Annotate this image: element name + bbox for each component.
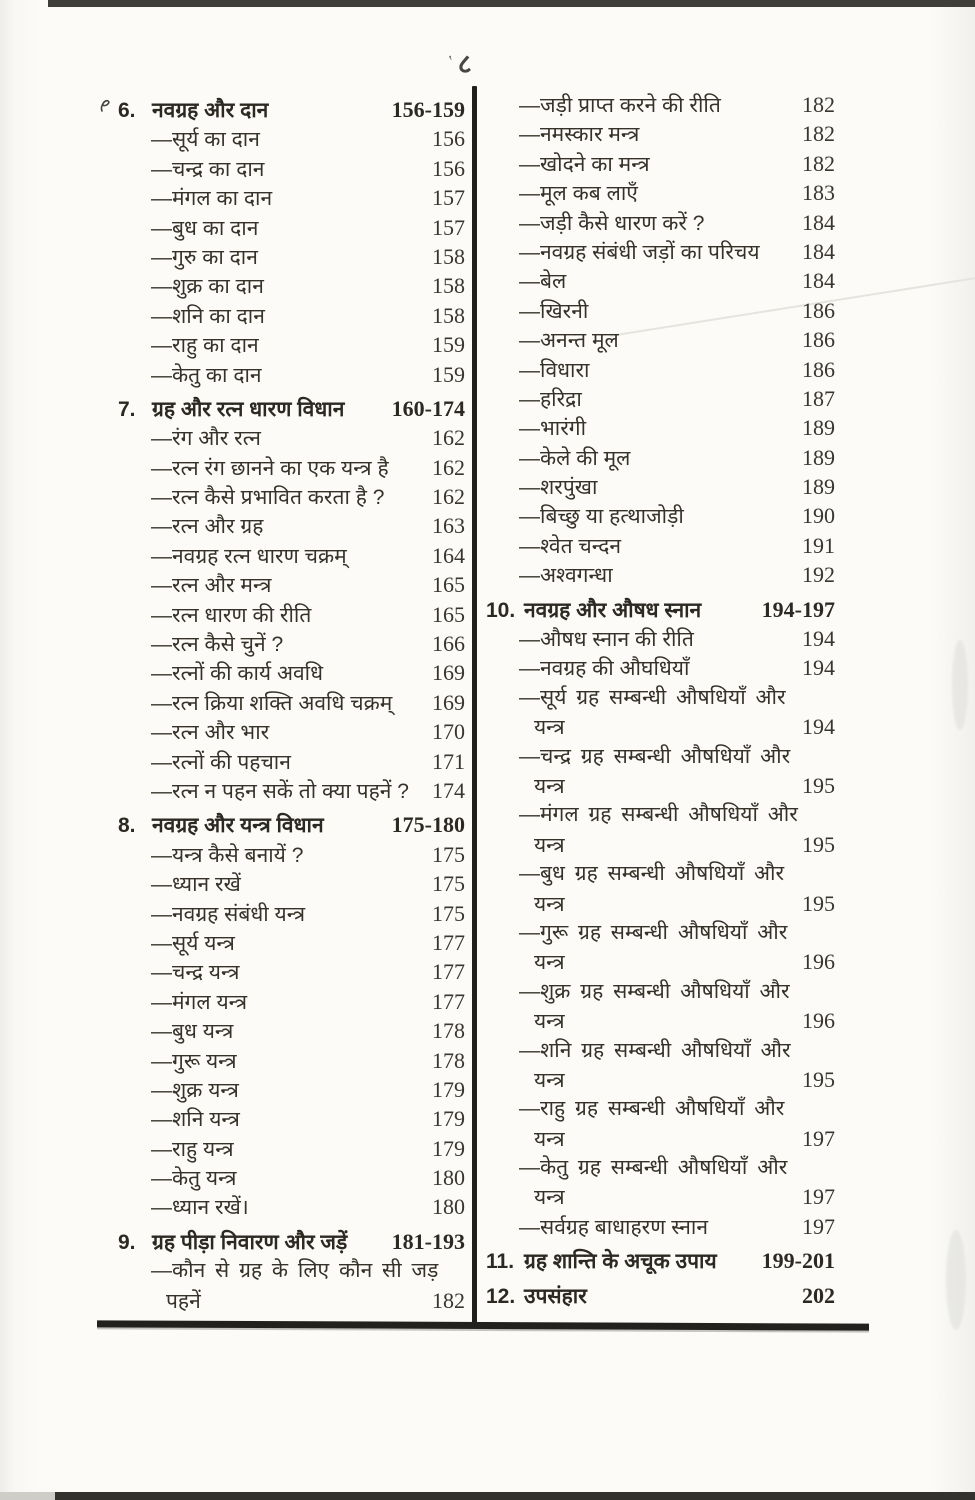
toc-sub-entry [486,1212,835,1241]
entry-page: 171 [432,748,465,774]
entry-title: यन्त्र [534,1010,565,1034]
entry-title: —भारंगी [519,417,587,441]
toc-section-entry [118,394,465,423]
ink-mark [99,96,113,121]
section-number: 11. [486,1250,515,1274]
toc-sub-entry [486,683,835,712]
toc-sub-entry [486,918,835,947]
entry-title: —विधारा [519,358,590,382]
toc-sub-entry [486,830,835,859]
entry-page: 178 [432,1047,465,1073]
entry-title: —शनि यन्त्र [151,1108,240,1132]
entry-page: 195 [802,890,835,916]
toc-section-entry [486,1281,835,1310]
entry-page: 202 [802,1282,835,1308]
entry-title: —कौन से ग्रह के लिए कौन सी जड़ [151,1259,439,1283]
entry-title: —रंग और रत्न [151,427,261,451]
toc-sub-entry [486,947,835,976]
entry-page: 175 [432,841,465,867]
entry-title: यन्त्र [534,1068,565,1092]
toc-sub-entry [118,840,465,869]
entry-page: 182 [802,150,835,176]
section-number: 6. [118,99,136,122]
entry-page: 195 [802,831,835,857]
toc-section-entry [118,810,465,839]
toc-sub-entry [486,712,835,741]
entry-page: 186 [802,297,835,323]
entry-title: —खोदने का मन्त्र [519,152,650,176]
entry-page: 162 [432,425,465,451]
toc-sub-entry [118,1256,465,1285]
entry-title: —रत्नों की कार्य अवधि [151,662,324,686]
entry-page: 184 [802,209,835,235]
entry-title: —शुक्र का दान [151,275,264,299]
entry-title: —हरिद्रा [519,387,582,411]
scan-smudge [946,1230,966,1330]
entry-title: उपसंहार [524,1284,587,1308]
toc-sub-entry [486,501,835,530]
entry-page: 156 [432,126,465,152]
toc-right-column [486,90,835,1310]
entry-title: —चन्द्र का दान [151,157,265,181]
toc-sub-entry [118,987,465,1016]
entry-page: 187 [802,385,835,411]
entry-title: —रत्न कैसे चुनें ? [151,633,284,657]
entry-page: 158 [432,243,465,269]
entry-page: 175 [432,900,465,926]
toc-sub-entry [118,1104,465,1133]
entry-page: 194 [802,626,835,652]
entry-title: —नवग्रह संबंधी यन्त्र [151,902,306,926]
scan-edge-bottom [55,1492,975,1500]
entry-page: 194-197 [761,596,835,622]
entry-title: —केले की मूल [519,446,631,470]
entry-title: —केतु का दान [151,363,262,387]
toc-sub-entry [118,1134,465,1163]
entry-title: —शनि ग्रह सम्बन्धी औषधियाँ और [519,1038,791,1062]
entry-title: —बुध ग्रह सम्बन्धी औषधियाँ और [519,862,785,886]
entry-title: —चन्द्र यन्त्र [151,961,240,985]
entry-title: यन्त्र [534,1127,565,1151]
toc-sub-entry [486,1036,835,1065]
bottom-rule [97,1320,869,1330]
toc-sub-entry [118,124,465,153]
toc-section-entry [118,95,465,124]
toc-sub-entry [486,119,835,148]
entry-title: —रत्न और मन्त्र [151,574,272,598]
entry-page: 169 [432,689,465,715]
toc-sub-entry [486,859,835,888]
page-folio [447,44,472,81]
scan-mark: ‛ [447,52,457,72]
entry-page: 175 [432,871,465,897]
entry-title: —रत्न न पहन सकें तो क्या पहनें ? [151,779,409,803]
entry-title: —श्वेत चन्दन [519,534,622,558]
toc-sub-entry [486,1065,835,1094]
page-folio-number: ८ [457,49,472,79]
entry-page: 157 [432,185,465,211]
entry-title: —नमस्कार मन्त्र [519,123,640,147]
toc-sub-entry [118,242,465,271]
entry-page: 180 [432,1194,465,1220]
toc-sub-entry [486,325,835,354]
entry-page: 175-180 [391,812,465,838]
toc-sub-entry [486,531,835,560]
entry-title: यन्त्र [534,716,565,740]
toc-sub-entry [486,149,835,178]
entry-page: 157 [432,214,465,240]
entry-page: 182 [802,121,835,147]
toc-sub-entry [118,1046,465,1075]
entry-title: यन्त्र [534,833,565,857]
entry-title: —सर्वग्रह बाधाहरण स्नान [519,1215,709,1239]
entry-title: —शुक्र यन्त्र [151,1078,239,1102]
column-divider [472,86,477,1326]
entry-page: 182 [802,92,835,117]
entry-page: 196 [802,1008,835,1034]
entry-page: 179 [432,1106,465,1132]
entry-title: ग्रह और रत्न धारण विधान [152,397,345,421]
entry-page: 179 [432,1076,465,1102]
entry-page: 186 [802,356,835,382]
entry-page: 197 [802,1213,835,1239]
toc-sub-entry [118,928,465,957]
entry-title: —ध्यान रखें [151,873,241,897]
entry-page: 159 [432,332,465,358]
entry-page: 197 [802,1184,835,1210]
toc-sub-entry [118,899,465,928]
toc-sub-entry [486,355,835,384]
entry-title: —मंगल का दान [151,187,273,211]
entry-page: 160-174 [391,395,465,421]
entry-title: —राहु का दान [151,334,259,358]
entry-page: 182 [432,1287,465,1313]
scan-smudge [952,640,968,730]
entry-page: 165 [432,601,465,627]
toc-sub-entry [118,453,465,482]
toc-sub-entry [486,889,835,918]
entry-title: —गुरु का दान [151,245,258,269]
entry-page: 169 [432,660,465,686]
entry-page: 197 [802,1125,835,1151]
toc-sub-entry [118,1192,465,1221]
entry-page: 183 [802,180,835,206]
entry-page: 162 [432,454,465,480]
toc-sub-entry [486,1182,835,1211]
entry-page: 195 [802,1066,835,1092]
toc-sub-entry [118,1163,465,1192]
entry-page: 178 [432,1018,465,1044]
entry-title: —मूल कब लाएँ [519,182,638,206]
toc-sub-entry [118,1075,465,1104]
toc-sub-entry [486,90,835,119]
toc-sub-entry [118,688,465,717]
entry-page: 159 [432,361,465,387]
entry-title: —चन्द्र ग्रह सम्बन्धी औषधियाँ और [519,744,791,768]
entry-page: 177 [432,988,465,1014]
entry-title: —बुध यन्त्र [151,1020,234,1044]
toc-sub-entry [486,237,835,266]
entry-title: —रत्न धारण की रीति [151,603,312,627]
entry-title: —बुध का दान [151,216,259,240]
entry-title: —अनन्त मूल [519,329,619,353]
entry-title: —मंगल ग्रह सम्बन्धी औषधियाँ और [519,803,798,827]
entry-title: —खिरनी [519,299,589,323]
entry-title: —नवग्रह की औघधियाँ [519,657,690,681]
entry-title: —रत्न और ग्रह [151,515,264,539]
toc-sub-entry [486,771,835,800]
entry-title: ग्रह शान्ति के अचूक उपाय [524,1250,717,1274]
toc-section-entry [486,595,835,624]
toc-sub-entry [118,747,465,776]
entry-page: 184 [802,268,835,294]
entry-title: —जड़ी कैसे धारण करें ? [519,211,705,235]
entry-page: 170 [432,719,465,745]
toc-sub-entry [118,511,465,540]
entry-title: —रत्न क्रिया शक्ति अवधि चक्रम् [151,691,393,715]
toc-sub-entry [486,208,835,237]
entry-title: यन्त्र [534,1186,565,1210]
entry-page: 190 [802,503,835,529]
entry-title: यन्त्र [534,951,565,975]
toc-sub-entry [118,1286,465,1315]
toc-sub-entry [118,360,465,389]
entry-title: —शनि का दान [151,304,265,328]
entry-title: —शरपुंखा [519,476,598,500]
entry-title: —राहु ग्रह सम्बन्धी औषधियाँ और [519,1097,785,1121]
entry-title: —गुरू यन्त्र [151,1049,237,1073]
entry-page: 174 [432,777,465,803]
entry-title: —रत्नों की पहचान [151,750,291,774]
toc-sub-entry [118,869,465,898]
section-number: 7. [118,397,136,421]
entry-page: 164 [432,542,465,568]
entry-page: 194 [802,655,835,681]
entry-title: —रत्न कैसे प्रभावित करता है ? [151,486,385,510]
toc-sub-entry [118,570,465,599]
entry-page: 189 [802,415,835,441]
section-number: 12. [486,1284,516,1308]
entry-page: 189 [802,474,835,500]
toc-sub-entry [486,296,835,325]
entry-title: ग्रह पीड़ा निवारण और जड़ें [152,1230,348,1254]
toc-sub-entry [118,1016,465,1045]
toc-section-entry [486,1246,835,1275]
entry-page: 196 [802,949,835,975]
toc-sub-entry [118,183,465,212]
entry-page: 166 [432,631,465,657]
scan-edge-top [48,0,975,7]
toc-sub-entry [486,1153,835,1182]
entry-title: —अश्वगन्धा [519,564,613,588]
section-number: 10. [486,598,516,622]
entry-title: —शुक्र ग्रह सम्बन्धी औषधियाँ और [519,979,790,1003]
toc-section-entry [118,1227,465,1256]
entry-page: 177 [432,959,465,985]
entry-title: —नवग्रह संबंधी जड़ों का परिचय [519,240,760,264]
entry-title: —जड़ी प्राप्त करने की रीति [519,94,721,117]
toc-sub-entry [486,413,835,442]
toc-sub-entry [118,482,465,511]
entry-page: 194 [802,714,835,740]
entry-title: यन्त्र [534,774,565,798]
toc-sub-entry [486,800,835,829]
entry-page: 186 [802,327,835,353]
entry-page: 158 [432,273,465,299]
entry-title: —रत्न और भार [151,721,270,745]
entry-page: 191 [802,532,835,558]
entry-page: 180 [432,1165,465,1191]
entry-page: 181-193 [391,1228,465,1254]
entry-page: 158 [432,302,465,328]
entry-page: 156-159 [391,97,465,122]
toc-sub-entry [486,266,835,295]
toc-sub-entry [486,384,835,413]
toc-sub-entry [486,653,835,682]
entry-title: नवग्रह और औषध स्नान [524,598,702,622]
toc-sub-entry [486,977,835,1006]
toc-sub-entry [118,600,465,629]
entry-title: नवग्रह और यन्त्र विधान [152,814,324,838]
toc-sub-entry [118,776,465,805]
entry-title: —सूर्य यन्त्र [151,931,235,955]
entry-title: —बेल [519,270,567,294]
entry-title: नवग्रह और दान [152,99,269,122]
scan-edge-bottom-sliver [0,1492,55,1500]
entry-title: —सूर्य ग्रह सम्बन्धी औषधियाँ और [519,685,786,709]
toc-sub-entry [118,301,465,330]
entry-page: 165 [432,572,465,598]
toc-sub-entry [118,957,465,986]
entry-title: —सूर्य का दान [151,128,260,152]
entry-page: 192 [802,562,835,588]
toc-sub-entry [118,541,465,570]
entry-title: —केतु ग्रह सम्बन्धी औषधियाँ और [519,1156,788,1180]
entry-title: —मंगल यन्त्र [151,990,248,1014]
entry-title: —ध्यान रखें। [151,1196,249,1220]
toc-sub-entry [486,1006,835,1035]
entry-page: 156 [432,155,465,181]
toc-sub-entry [118,629,465,658]
entry-title: —गुरू ग्रह सम्बन्धी औषधियाँ और [519,920,788,944]
toc-sub-entry [486,1124,835,1153]
entry-title: —बिच्छु या हत्थाजोड़ी [519,505,684,529]
toc-sub-entry [118,271,465,300]
entry-page: 163 [432,513,465,539]
toc-sub-entry [118,717,465,746]
toc-sub-entry [118,154,465,183]
section-number: 8. [118,814,136,838]
toc-sub-entry [118,423,465,452]
toc-sub-entry [486,624,835,653]
toc-sub-entry [118,330,465,359]
toc-left-column [118,90,465,1315]
toc-sub-entry [118,213,465,242]
entry-title: पहनें [166,1289,201,1313]
entry-page: 189 [802,444,835,470]
toc-sub-entry [486,1094,835,1123]
entry-page: 199-201 [761,1248,835,1274]
entry-title: —रत्न रंग छानने का एक यन्त्र है [151,456,389,480]
entry-title: —यन्त्र कैसे बनायें ? [151,843,304,867]
toc-sub-entry [486,443,835,472]
toc-sub-entry [486,178,835,207]
entry-title: —नवग्रह रत्न धारण चक्रम् [151,544,347,568]
toc-sub-entry [486,472,835,501]
entry-page: 195 [802,772,835,798]
entry-page: 179 [432,1135,465,1161]
entry-page: 177 [432,929,465,955]
toc-sub-entry [118,658,465,687]
toc-sub-entry [486,560,835,589]
entry-title: यन्त्र [534,892,565,916]
entry-title: —केतु यन्त्र [151,1167,237,1191]
toc-sub-entry [486,742,835,771]
entry-page: 184 [802,238,835,264]
entry-page: 162 [432,484,465,510]
entry-title: —राहु यन्त्र [151,1137,234,1161]
entry-title: —औषध स्नान की रीति [519,628,694,652]
section-number: 9. [118,1230,136,1254]
